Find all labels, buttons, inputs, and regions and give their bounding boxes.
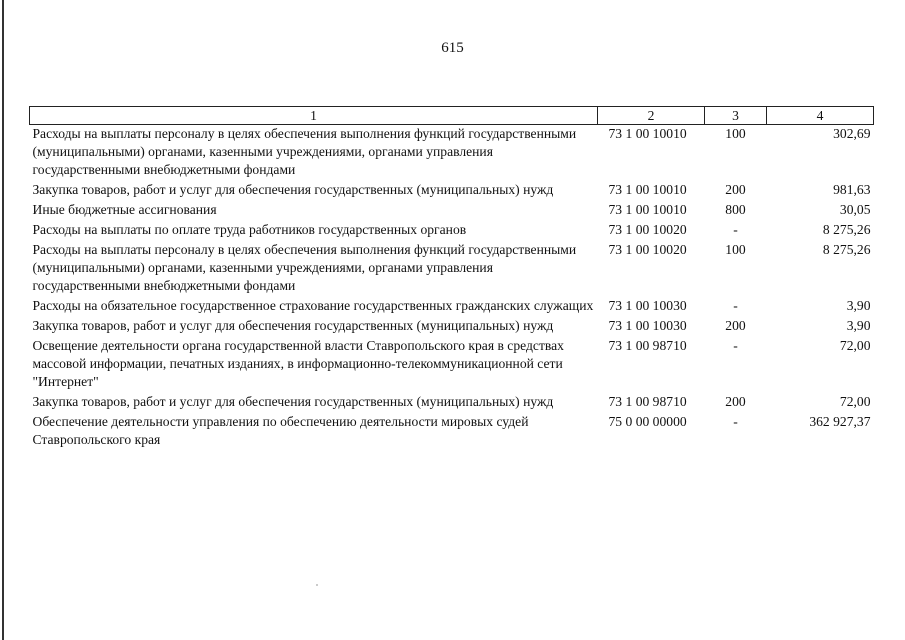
- column-header-3: 3: [705, 107, 767, 125]
- target-article-code: 75 0 00 00000: [608, 414, 687, 429]
- target-article-code: 73 1 00 10030: [608, 318, 687, 333]
- expense-name: Расходы на выплаты персоналу в целях обеспечения выполнения функций государственными (муниципальными) органами, казенными учреждениями, органами управления государственными внебюджетными фондами: [32, 126, 577, 177]
- expense-type-code: -: [733, 222, 738, 237]
- expense-type-code: 200: [725, 394, 746, 409]
- expense-type-code: 800: [725, 202, 746, 217]
- table-row: [30, 413, 874, 451]
- amount: 302,69: [833, 126, 871, 141]
- amount: 8 275,26: [822, 222, 871, 237]
- column-header-1: 1: [30, 107, 598, 125]
- expense-name: Расходы на обязательное государственное страхование государственных гражданских служащих: [32, 298, 594, 313]
- page-number: 615: [441, 40, 464, 56]
- table-header-row: [30, 107, 874, 125]
- amount: 72,00: [839, 394, 871, 409]
- expense-type-code: -: [733, 298, 738, 313]
- scan-border-line: [2, 0, 4, 640]
- expense-type-code: -: [733, 414, 738, 429]
- table-row: [30, 393, 874, 413]
- budget-table: [29, 106, 874, 451]
- target-article-code: 73 1 00 10010: [608, 202, 687, 217]
- amount: 8 275,26: [822, 242, 871, 257]
- target-article-code: 73 1 00 10010: [608, 126, 687, 141]
- expense-name: Закупка товаров, работ и услуг для обеспечения государственных (муниципальных) нужд: [32, 394, 554, 409]
- expense-name: Обеспечение деятельности управления по обеспечению деятельности мировых судей Ставропольского края: [32, 414, 529, 447]
- expense-type-code: -: [733, 338, 738, 353]
- table-row: [30, 125, 874, 182]
- table-row: [30, 201, 874, 221]
- target-article-code: 73 1 00 10010: [608, 182, 687, 197]
- expense-type-code: 100: [725, 242, 746, 257]
- expense-name: Закупка товаров, работ и услуг для обеспечения государственных (муниципальных) нужд: [32, 182, 554, 197]
- target-article-code: 73 1 00 98710: [608, 394, 687, 409]
- table-row: [30, 181, 874, 201]
- expense-name: Иные бюджетные ассигнования: [32, 202, 217, 217]
- table-row: [30, 337, 874, 393]
- amount: 30,05: [839, 202, 871, 217]
- target-article-code: 73 1 00 10030: [608, 298, 687, 313]
- amount: 3,90: [846, 318, 871, 333]
- amount: 362 927,37: [809, 414, 871, 429]
- target-article-code: 73 1 00 10020: [608, 242, 687, 257]
- target-article-code: 73 1 00 98710: [608, 338, 687, 353]
- expense-name: Расходы на выплаты персоналу в целях обеспечения выполнения функций государственными (муниципальными) органами, казенными учреждениями, органами управления государственными внебюджетными фондами: [32, 242, 577, 293]
- table-row: [30, 317, 874, 337]
- expense-name: Закупка товаров, работ и услуг для обеспечения государственных (муниципальных) нужд: [32, 318, 554, 333]
- expense-type-code: 200: [725, 182, 746, 197]
- expense-name: Расходы на выплаты по оплате труда работников государственных органов: [32, 222, 467, 237]
- scan-speck: [316, 584, 318, 586]
- amount: 3,90: [846, 298, 871, 313]
- expense-type-code: 100: [725, 126, 746, 141]
- table-row: [30, 241, 874, 297]
- table-row: [30, 221, 874, 241]
- column-header-2: 2: [598, 107, 705, 125]
- expense-name: Освещение деятельности органа государственной власти Ставропольского края в средствах массовой информации, печатных изданиях, в информационно-телекоммуникационной сети "Интернет": [32, 338, 564, 389]
- target-article-code: 73 1 00 10020: [608, 222, 687, 237]
- table-row: [30, 297, 874, 317]
- amount: 72,00: [839, 338, 871, 353]
- column-header-4: 4: [767, 107, 874, 125]
- amount: 981,63: [833, 182, 871, 197]
- expense-type-code: 200: [725, 318, 746, 333]
